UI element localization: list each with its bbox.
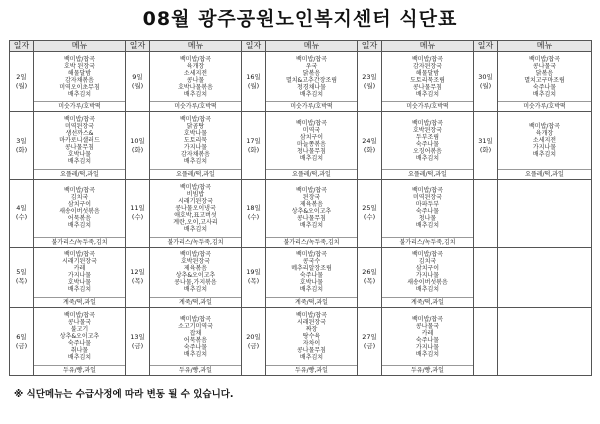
week-row xyxy=(10,112,592,180)
dish-item: 백미밥/찹곡 xyxy=(295,55,327,63)
snack-item: 요플레/떡,과일 xyxy=(266,169,357,179)
dish-item: 콩나물무침 xyxy=(297,347,326,354)
dish-item: 가지나물 xyxy=(532,144,557,152)
dish-item: 미역오이초무침 xyxy=(59,83,100,91)
dish-item: 해물달밤 xyxy=(67,69,92,77)
dish-item: 백미밥/찹곡 xyxy=(179,183,211,191)
snack-item: 미숫가루/호박떡 xyxy=(34,101,125,111)
day-cell xyxy=(242,308,266,376)
dish-item: 백미밥/찹곡 xyxy=(411,251,443,259)
dish-item: 백미밥/찹곡 xyxy=(411,187,443,195)
snack-item: 미숫가루/호박떡 xyxy=(498,101,591,111)
dish-list xyxy=(150,308,241,365)
dish-item: 불고기 xyxy=(70,326,89,333)
dish-item: 배추김치 xyxy=(67,354,92,361)
dish-item: 백미밥/찹곡 xyxy=(179,116,211,124)
dish-item: 배추김치 xyxy=(299,90,324,98)
dish-item: 콩나물국 xyxy=(532,62,557,70)
day-of-week: (화) xyxy=(247,145,260,154)
day-number: 16일 xyxy=(246,72,261,81)
snack-item: 두유/빵,과일 xyxy=(150,365,241,375)
dish-item: 생선까스& xyxy=(65,130,94,138)
dish-item: 짜장 xyxy=(305,326,318,333)
menu-cell xyxy=(34,247,126,307)
menu-cell xyxy=(266,180,358,248)
dish-item: 육개장 xyxy=(186,62,205,70)
day-of-week: (수) xyxy=(15,213,28,222)
snack-item: 계죽/떡,과일 xyxy=(34,297,125,307)
dish-item: 백미밥/찹곡 xyxy=(528,55,560,63)
dish-item: 백미밥/찹곡 xyxy=(295,187,327,195)
dish-item: 김치국 xyxy=(418,258,437,266)
day-number: 20일 xyxy=(246,332,261,341)
day-cell xyxy=(10,247,34,307)
dish-item: 콩국수 xyxy=(302,258,321,266)
dish-item: 배추김치 xyxy=(415,154,440,162)
dish-item: 가지나물 xyxy=(415,272,440,280)
header-day: 일자 xyxy=(10,41,34,52)
snack-item: 불가리스/녹두죽,김치 xyxy=(382,237,473,247)
header-day: 일자 xyxy=(358,41,382,52)
dish-item: 삼치구이 xyxy=(299,133,324,141)
dish-item: 배추김치 xyxy=(67,222,92,230)
dish-item: 호박나물볶음 xyxy=(178,83,213,91)
dish-item: 소세지전 xyxy=(183,69,208,77)
menu-cell xyxy=(382,180,474,248)
dish-item: 청경채나물 xyxy=(297,83,326,91)
dish-item: 멸치고구마조림 xyxy=(524,76,565,84)
footnote: ※ 식단메뉴는 수급사정에 따라 변동 될 수 있습니다. xyxy=(14,389,234,400)
day-number: 6일 xyxy=(16,332,27,341)
dish-item: 숙주나물 xyxy=(532,83,557,91)
dish-item: 애호박,표고버섯 xyxy=(174,211,217,219)
dish-list xyxy=(34,180,125,237)
dish-item: 계란,오이,고사리 xyxy=(173,218,218,226)
dish-item: 호박된장국 xyxy=(181,258,210,266)
dish-item: 배추김치 xyxy=(415,286,440,294)
empty-cell xyxy=(498,308,592,376)
dish-list xyxy=(382,308,473,365)
dish-item: 호박된장국 xyxy=(413,126,442,134)
dish-item: 카레 xyxy=(421,329,434,337)
dish-item: 소세지전 xyxy=(532,137,557,145)
menu-cell xyxy=(34,112,126,180)
dish-item: 백미밥/찹곡 xyxy=(528,123,560,131)
dish-item: 새송이버섯볶음 xyxy=(59,208,100,216)
empty-cell xyxy=(498,180,592,248)
menu-body xyxy=(10,52,592,376)
dish-item: 멸치&고추간장조림 xyxy=(285,76,338,84)
dish-item: 호박나물 xyxy=(67,151,92,159)
header-day: 일자 xyxy=(126,41,150,52)
day-of-week: (월) xyxy=(363,81,376,90)
dish-item: 백미밥/찹곡 xyxy=(179,55,211,63)
day-cell xyxy=(242,112,266,180)
dish-item: 숙주나물 xyxy=(415,208,440,216)
dish-list xyxy=(382,52,473,101)
dish-list xyxy=(150,248,241,297)
dish-item: 숙주나물 xyxy=(415,336,440,344)
day-number: 27일 xyxy=(362,332,377,341)
dish-item: 새송이버섯볶음 xyxy=(407,279,448,287)
snack-item: 두유/빵,과일 xyxy=(266,365,357,375)
menu-cell xyxy=(266,247,358,307)
day-number: 25일 xyxy=(362,204,377,213)
dish-item: 감자채볶음 xyxy=(65,76,94,84)
day-number: 5일 xyxy=(16,268,27,277)
dish-item: 콩나물무침 xyxy=(413,83,442,91)
day-cell xyxy=(126,180,150,248)
week-row xyxy=(10,247,592,307)
dish-item: 제육볶음 xyxy=(299,201,324,209)
day-number: 2일 xyxy=(16,72,27,81)
dish-list xyxy=(266,248,357,297)
dish-item: 배추김치 xyxy=(415,350,440,358)
day-number: 24일 xyxy=(362,136,377,145)
dish-list xyxy=(34,308,125,365)
menu-cell xyxy=(34,52,126,112)
day-number: 17일 xyxy=(246,136,261,145)
dish-item: 백미밥/찹곡 xyxy=(295,312,327,319)
dish-item: 두부조림 xyxy=(415,133,440,141)
dish-item: 백미밥/찹곡 xyxy=(179,315,211,323)
dish-item: 비빔밥 xyxy=(186,190,205,198)
menu-cell xyxy=(150,112,242,180)
day-number: 19일 xyxy=(246,268,261,277)
dish-item: 제육볶음 xyxy=(183,265,208,273)
dish-item: 배추김치 xyxy=(183,350,208,358)
week-row xyxy=(10,308,592,376)
day-number: 18일 xyxy=(246,204,261,213)
header-menu: 메뉴 xyxy=(150,41,242,52)
menu-table xyxy=(9,40,592,376)
dish-item: 닭곰탕 xyxy=(186,123,205,131)
day-cell xyxy=(126,112,150,180)
day-of-week: (수) xyxy=(247,213,260,222)
dish-item: 소고기미역국 xyxy=(178,322,213,330)
dish-item: 마카로니샐러드 xyxy=(59,137,100,145)
day-cell xyxy=(126,308,150,376)
menu-cell xyxy=(382,247,474,307)
dish-item: 배추김치 xyxy=(183,286,208,294)
snack-item: 계죽/떡,과일 xyxy=(382,297,473,307)
day-cell xyxy=(126,247,150,307)
menu-cell xyxy=(150,52,242,112)
snack-item: 두유/빵,과일 xyxy=(34,365,125,375)
menu-cell xyxy=(150,308,242,376)
day-of-week: (금) xyxy=(247,341,260,350)
dish-item: 도토리묵조림 xyxy=(410,76,445,84)
snack-item: 미숫가루/호박떡 xyxy=(382,101,473,111)
dish-list xyxy=(382,112,473,169)
dish-item: 자차이 xyxy=(302,340,321,347)
dish-item: 김치국 xyxy=(70,194,89,202)
dish-item: 어묵볶음 xyxy=(183,336,208,344)
dish-item: 닭볶음 xyxy=(302,69,321,77)
header-row xyxy=(10,41,592,52)
day-cell xyxy=(10,180,34,248)
day-number: 3일 xyxy=(16,136,27,145)
dish-item: 잡채 xyxy=(189,329,202,337)
menu-cell xyxy=(34,308,126,376)
dish-item: 배추김치 xyxy=(183,225,208,233)
menu-cell xyxy=(382,112,474,180)
snack-item: 요플레/떡,과일 xyxy=(150,169,241,179)
day-cell xyxy=(126,52,150,112)
dish-list xyxy=(382,180,473,237)
day-cell xyxy=(242,247,266,307)
snack-item: 요플레/떡,과일 xyxy=(382,169,473,179)
day-cell xyxy=(474,112,498,180)
dish-item: 콩나물,가지볶음 xyxy=(174,279,217,287)
day-cell xyxy=(474,52,498,112)
dish-item: 카레 xyxy=(73,265,86,273)
snack-item: 요플레/떡,과일 xyxy=(498,169,591,179)
dish-item: 상추&오이고추 xyxy=(175,272,216,280)
menu-cell xyxy=(498,52,592,112)
dish-item: 백미밥/찹곡 xyxy=(411,315,443,323)
dish-item: 어묵볶음 xyxy=(67,215,92,223)
dish-item: 감자채볶음 xyxy=(181,151,210,159)
day-cell xyxy=(242,180,266,248)
day-of-week: (화) xyxy=(363,145,376,154)
day-of-week: (목) xyxy=(131,277,144,286)
dish-item: 미역국 xyxy=(302,126,321,134)
dish-item: 삼치구이 xyxy=(67,201,92,209)
snack-item: 불가리스/녹두죽,김치 xyxy=(266,237,357,247)
dish-item: 청나물무침 xyxy=(297,147,326,155)
day-of-week: (월) xyxy=(15,81,28,90)
day-number: 13일 xyxy=(130,332,145,341)
day-of-week: (수) xyxy=(363,213,376,222)
dish-item: 마파두부 xyxy=(415,201,440,209)
dish-item: 시래된장국 xyxy=(297,319,326,326)
day-number: 11일 xyxy=(130,204,145,213)
day-cell xyxy=(358,180,382,248)
dish-item: 배추김치 xyxy=(299,286,324,294)
day-number: 26일 xyxy=(362,268,377,277)
dish-item: 시래기된장국 xyxy=(62,258,97,266)
day-of-week: (월) xyxy=(131,81,144,90)
dish-list xyxy=(150,112,241,169)
day-cell xyxy=(10,112,34,180)
dish-item: 닭볶음 xyxy=(535,69,554,77)
dish-item: 콩나물 xyxy=(186,76,205,84)
day-of-week: (목) xyxy=(15,277,28,286)
dish-item: 오징어볶음 xyxy=(413,147,442,155)
dish-item: 호박 된장국 xyxy=(64,62,95,70)
dish-item: 백미밥/찹곡 xyxy=(63,312,95,319)
snack-item: 계죽/떡,과일 xyxy=(266,297,357,307)
dish-item: 백미밥/찹곡 xyxy=(411,55,443,63)
header-menu: 메뉴 xyxy=(498,41,592,52)
dish-item: 백미밥/찹곡 xyxy=(63,116,95,124)
dish-item: 숙주나물 xyxy=(67,340,92,347)
dish-item: 숙주나물 xyxy=(183,343,208,351)
dish-item: 배추김치 xyxy=(183,90,208,98)
day-of-week: (금) xyxy=(131,341,144,350)
day-number: 9일 xyxy=(132,72,143,81)
dish-item: 호박나물 xyxy=(67,279,92,287)
dish-list xyxy=(34,52,125,101)
dish-list xyxy=(266,52,357,101)
dish-item: 콩나물오이냉국 xyxy=(175,204,216,212)
day-of-week: (금) xyxy=(363,341,376,350)
menu-cell xyxy=(382,308,474,376)
snack-item: 불가리스/녹두죽,김치 xyxy=(34,237,125,247)
day-of-week: (금) xyxy=(15,341,28,350)
dish-item: 해물달밤 xyxy=(415,69,440,77)
empty-cell xyxy=(474,308,498,376)
dish-item: 미역된장국 xyxy=(413,194,442,202)
dish-item: 콩나물국 xyxy=(415,322,440,330)
snack-item: 요플레/떡,과일 xyxy=(34,169,125,179)
day-of-week: (목) xyxy=(363,277,376,286)
dish-list xyxy=(382,248,473,297)
dish-item: 삼치구이 xyxy=(415,265,440,273)
dish-item: 메추리알장조림 xyxy=(291,265,332,273)
dish-list xyxy=(266,308,357,365)
menu-cell xyxy=(34,180,126,248)
empty-cell xyxy=(474,247,498,307)
dish-item: 배추김치 xyxy=(299,222,324,230)
dish-item: 콩나물무침 xyxy=(297,215,326,223)
dish-item: 육개장 xyxy=(535,130,554,138)
day-cell xyxy=(358,52,382,112)
dish-list xyxy=(498,52,591,101)
dish-item: 백미밥/찹곡 xyxy=(63,251,95,259)
dish-item: 백미밥/찹곡 xyxy=(411,119,443,127)
day-of-week: (월) xyxy=(247,81,260,90)
dish-item: 배추김치 xyxy=(299,154,324,162)
dish-item: 감자된장국 xyxy=(413,62,442,70)
day-number: 31일 xyxy=(478,136,493,145)
dish-item: 상추&오이고추 xyxy=(59,333,100,340)
day-of-week: (화) xyxy=(131,145,144,154)
menu-cell xyxy=(498,112,592,180)
day-number: 12일 xyxy=(130,268,145,277)
day-cell xyxy=(358,247,382,307)
dish-item: 백미밥/찹곡 xyxy=(295,251,327,259)
dish-item: 배추김치 xyxy=(415,222,440,230)
dish-item: 호박나물 xyxy=(299,279,324,287)
menu-cell xyxy=(150,247,242,307)
dish-item: 콩나물무침 xyxy=(65,144,94,152)
dish-list xyxy=(150,180,241,237)
dish-item: 숙주나물 xyxy=(299,272,324,280)
day-cell xyxy=(10,308,34,376)
dish-item: 백미밥/찹곡 xyxy=(63,55,95,63)
header-menu: 메뉴 xyxy=(382,41,474,52)
day-number: 4일 xyxy=(16,204,27,213)
dish-item: 콩나물국 xyxy=(67,319,92,326)
menu-cell xyxy=(382,52,474,112)
snack-item: 미숫가루/호박떡 xyxy=(266,101,357,111)
snack-item: 계죽/떡,과일 xyxy=(150,297,241,307)
header-day: 일자 xyxy=(474,41,498,52)
dish-item: 된장국 xyxy=(302,194,321,202)
menu-cell xyxy=(266,308,358,376)
dish-item: 백미밥/찹곡 xyxy=(295,119,327,127)
header-menu: 메뉴 xyxy=(34,41,126,52)
dish-item: 배추김치 xyxy=(532,90,557,98)
dish-list xyxy=(266,180,357,237)
dish-item: 탕수육 xyxy=(302,333,321,340)
menu-cell xyxy=(266,52,358,112)
header-menu: 메뉴 xyxy=(266,41,358,52)
dish-item: 배추김치 xyxy=(183,158,208,166)
dish-item: 가지나물 xyxy=(67,272,92,280)
dish-list xyxy=(150,52,241,101)
dish-item: 숙주나물 xyxy=(415,140,440,148)
header-day: 일자 xyxy=(242,41,266,52)
day-cell xyxy=(358,112,382,180)
day-of-week: (목) xyxy=(247,277,260,286)
day-number: 23일 xyxy=(362,72,377,81)
dish-item: 도토리묵 xyxy=(183,137,208,145)
dish-item: 백미밥/찹곡 xyxy=(179,251,211,259)
dish-list xyxy=(266,112,357,169)
dish-item: 취나물 xyxy=(70,347,89,354)
menu-cell xyxy=(150,180,242,248)
day-cell xyxy=(358,308,382,376)
day-cell xyxy=(242,52,266,112)
empty-cell xyxy=(474,180,498,248)
dish-item: 백미밥/찹곡 xyxy=(63,187,95,195)
menu-cell xyxy=(266,112,358,180)
day-number: 10일 xyxy=(130,136,145,145)
dish-list xyxy=(498,112,591,169)
week-row xyxy=(10,180,592,248)
dish-list xyxy=(34,248,125,297)
dish-item: 미역된장국 xyxy=(65,123,94,131)
day-of-week: (수) xyxy=(131,213,144,222)
dish-item: 배추김치 xyxy=(532,151,557,159)
day-number: 30일 xyxy=(478,72,493,81)
dish-item: 청나물 xyxy=(418,215,437,223)
day-of-week: (월) xyxy=(479,81,492,90)
week-row xyxy=(10,52,592,112)
dish-item: 배추김치 xyxy=(299,354,324,361)
dish-item: 상추&오이고추 xyxy=(291,208,332,216)
day-cell xyxy=(10,52,34,112)
empty-cell xyxy=(498,247,592,307)
dish-item: 배추김치 xyxy=(67,158,92,166)
snack-item: 불가리스/녹두죽,김치 xyxy=(150,237,241,247)
dish-item: 배추김치 xyxy=(67,90,92,98)
dish-list xyxy=(34,112,125,169)
snack-item: 두유/빵,과일 xyxy=(382,365,473,375)
day-of-week: (화) xyxy=(15,145,28,154)
snack-item: 미숫가루/호박떡 xyxy=(150,101,241,111)
dish-item: 호박나물 xyxy=(183,130,208,138)
dish-item: 마늘쫑볶음 xyxy=(297,140,326,148)
dish-item: 시래기된장국 xyxy=(178,197,213,205)
dish-item: 가지나물 xyxy=(183,144,208,152)
dish-item: 우국 xyxy=(305,62,318,70)
day-of-week: (화) xyxy=(479,145,492,154)
dish-item: 배추김치 xyxy=(67,286,92,294)
page-title: 08월 광주공원노인복지센터 식단표 xyxy=(142,8,458,30)
dish-item: 가지나물 xyxy=(415,343,440,351)
dish-item: 배추김치 xyxy=(415,90,440,98)
